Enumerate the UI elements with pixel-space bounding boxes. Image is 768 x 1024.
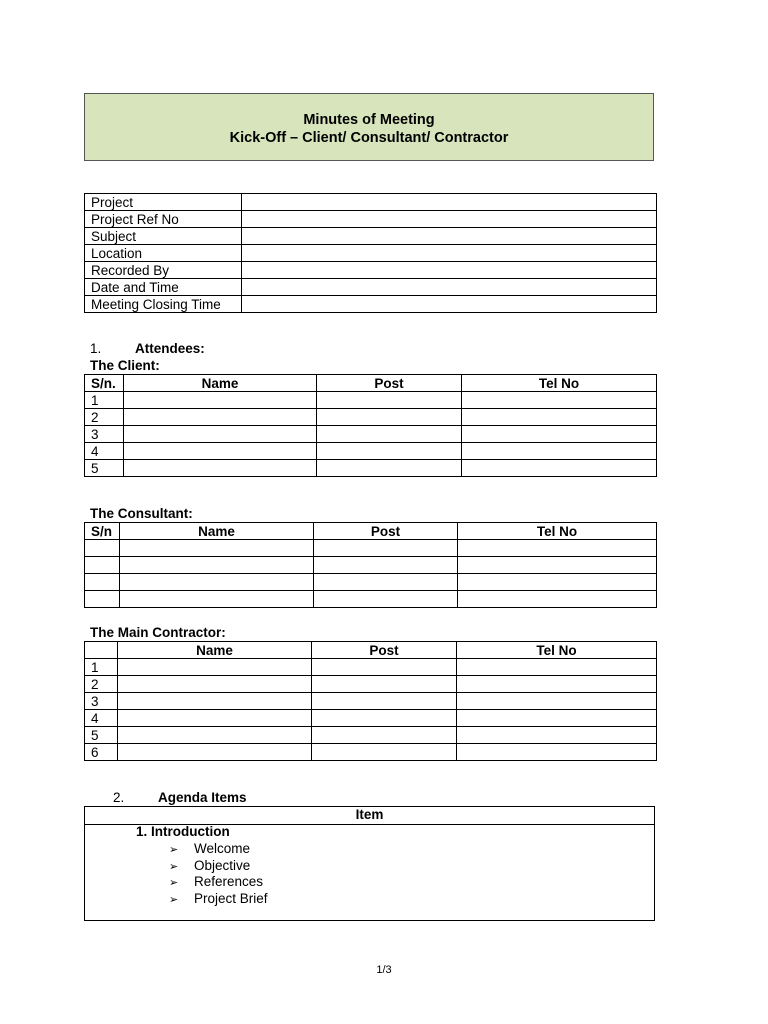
info-label: Recorded By [85, 262, 242, 279]
table-cell [458, 591, 657, 608]
agenda-bullet-text: Objective [194, 857, 251, 873]
info-value-cell [242, 228, 657, 245]
column-header: Tel No [458, 523, 657, 540]
table-cell [314, 574, 458, 591]
table-cell [118, 659, 312, 676]
column-header: Name [120, 523, 314, 540]
row-number-cell: 4 [85, 443, 124, 460]
row-number-cell: 2 [85, 409, 124, 426]
row-number-cell: 2 [85, 676, 118, 693]
info-value-cell [242, 296, 657, 313]
table-cell [118, 710, 312, 727]
table-cell [317, 409, 462, 426]
table-cell [118, 727, 312, 744]
column-header [85, 642, 118, 659]
column-header: Tel No [462, 375, 657, 392]
table-row [85, 443, 657, 460]
table-cell [312, 693, 457, 710]
table-cell [312, 744, 457, 761]
agenda-table [84, 806, 655, 921]
project-info-table [84, 193, 657, 313]
table-row [85, 409, 657, 426]
table-cell [457, 676, 657, 693]
arrow-bullet-icon: ➢ [169, 860, 179, 873]
table-cell [124, 392, 317, 409]
table-cell [462, 443, 657, 460]
table-header-row [85, 375, 657, 392]
info-row [85, 279, 657, 296]
column-header: Name [124, 375, 317, 392]
table-cell [120, 591, 314, 608]
info-label: Meeting Closing Time [85, 296, 242, 313]
table-row [85, 426, 657, 443]
client-label: The Client: [90, 358, 160, 373]
table-cell [457, 727, 657, 744]
info-row [85, 262, 657, 279]
table-cell [314, 540, 458, 557]
agenda-section-title: 1. Introduction [136, 824, 230, 839]
agenda-bullet-item [169, 874, 268, 891]
row-number-cell [85, 591, 120, 608]
table-row [85, 659, 657, 676]
column-header: S/n. [85, 375, 124, 392]
document-subtitle: Kick-Off – Client/ Consultant/ Contractor [229, 130, 509, 146]
arrow-bullet-icon: ➢ [169, 844, 179, 856]
table-cell [458, 557, 657, 574]
info-label: Project Ref No [85, 211, 242, 228]
table-cell [462, 392, 657, 409]
table-cell [312, 676, 457, 693]
table-cell [120, 574, 314, 591]
contractor-table [84, 641, 657, 761]
info-value-cell [242, 279, 657, 296]
column-header: S/n [85, 523, 120, 540]
table-cell [314, 591, 458, 608]
table-row [85, 591, 657, 608]
table-row [85, 540, 657, 557]
table-row [85, 574, 657, 591]
table-header-row [85, 642, 657, 659]
table-header-row [85, 523, 657, 540]
table-cell [462, 409, 657, 426]
contractor-label: The Main Contractor: [90, 625, 226, 640]
info-label: Date and Time [85, 279, 242, 296]
row-number-cell: 1 [85, 392, 124, 409]
table-cell [120, 557, 314, 574]
column-header: Post [317, 375, 462, 392]
table-cell [317, 443, 462, 460]
table-cell [458, 574, 657, 591]
attendees-heading: 1. Attendees: [90, 341, 205, 356]
info-label: Location [85, 245, 242, 262]
table-cell [118, 693, 312, 710]
table-cell [124, 409, 317, 426]
table-cell [317, 392, 462, 409]
column-header: Post [312, 642, 457, 659]
table-cell [462, 426, 657, 443]
table-cell [118, 744, 312, 761]
info-label: Subject [85, 228, 242, 245]
table-cell [312, 659, 457, 676]
agenda-bullet-text: References [194, 874, 264, 889]
info-row [85, 194, 657, 211]
row-number-cell: 5 [85, 727, 118, 744]
table-cell [457, 659, 657, 676]
arrow-bullet-icon: ➢ [169, 893, 179, 906]
agenda-heading: 2. Agenda Items [113, 790, 247, 805]
document-title: Minutes of Meeting [303, 112, 435, 128]
table-cell [124, 443, 317, 460]
column-header: Tel No [457, 642, 657, 659]
agenda-bullet-list [169, 841, 268, 907]
consultant-label: The Consultant: [90, 506, 193, 521]
info-label: Project [85, 194, 242, 211]
row-number-cell [85, 574, 120, 591]
agenda-bullet-text: Project Brief [194, 890, 268, 906]
table-cell [458, 540, 657, 557]
agenda-bullet-item [169, 858, 268, 875]
info-value-cell [242, 194, 657, 211]
row-number-cell: 3 [85, 426, 124, 443]
agenda-bullet-text: Welcome [194, 841, 251, 856]
info-value-cell [242, 262, 657, 279]
agenda-bullet-item [169, 891, 268, 908]
table-cell [314, 557, 458, 574]
info-row [85, 228, 657, 245]
table-cell [457, 744, 657, 761]
info-value-cell [242, 245, 657, 262]
table-cell [312, 710, 457, 727]
table-row [85, 557, 657, 574]
table-row [85, 676, 657, 693]
table-cell [317, 426, 462, 443]
table-cell [457, 693, 657, 710]
row-number-cell: 5 [85, 460, 124, 477]
row-number-cell [85, 557, 120, 574]
table-cell [124, 460, 317, 477]
row-number-cell [85, 540, 120, 557]
table-row [85, 710, 657, 727]
row-number-cell: 3 [85, 693, 118, 710]
table-row [85, 744, 657, 761]
row-number-cell: 1 [85, 659, 118, 676]
table-cell [120, 540, 314, 557]
agenda-column-header: Item [85, 807, 654, 825]
agenda-bullet-item [169, 841, 268, 858]
info-row [85, 296, 657, 313]
table-row [85, 727, 657, 744]
row-number-cell: 4 [85, 710, 118, 727]
client-table [84, 374, 657, 477]
table-cell [457, 710, 657, 727]
row-number-cell: 6 [85, 744, 118, 761]
table-cell [124, 426, 317, 443]
column-header: Name [118, 642, 312, 659]
info-row [85, 211, 657, 228]
column-header: Post [314, 523, 458, 540]
table-row [85, 392, 657, 409]
document-title-box [84, 93, 654, 161]
table-cell [312, 727, 457, 744]
consultant-table [84, 522, 657, 608]
table-row [85, 693, 657, 710]
page-number: 1/3 [376, 964, 392, 976]
info-row [85, 245, 657, 262]
table-row [85, 460, 657, 477]
table-cell [118, 676, 312, 693]
arrow-bullet-icon: ➢ [169, 877, 179, 889]
info-value-cell [242, 211, 657, 228]
table-cell [317, 460, 462, 477]
table-cell [462, 460, 657, 477]
